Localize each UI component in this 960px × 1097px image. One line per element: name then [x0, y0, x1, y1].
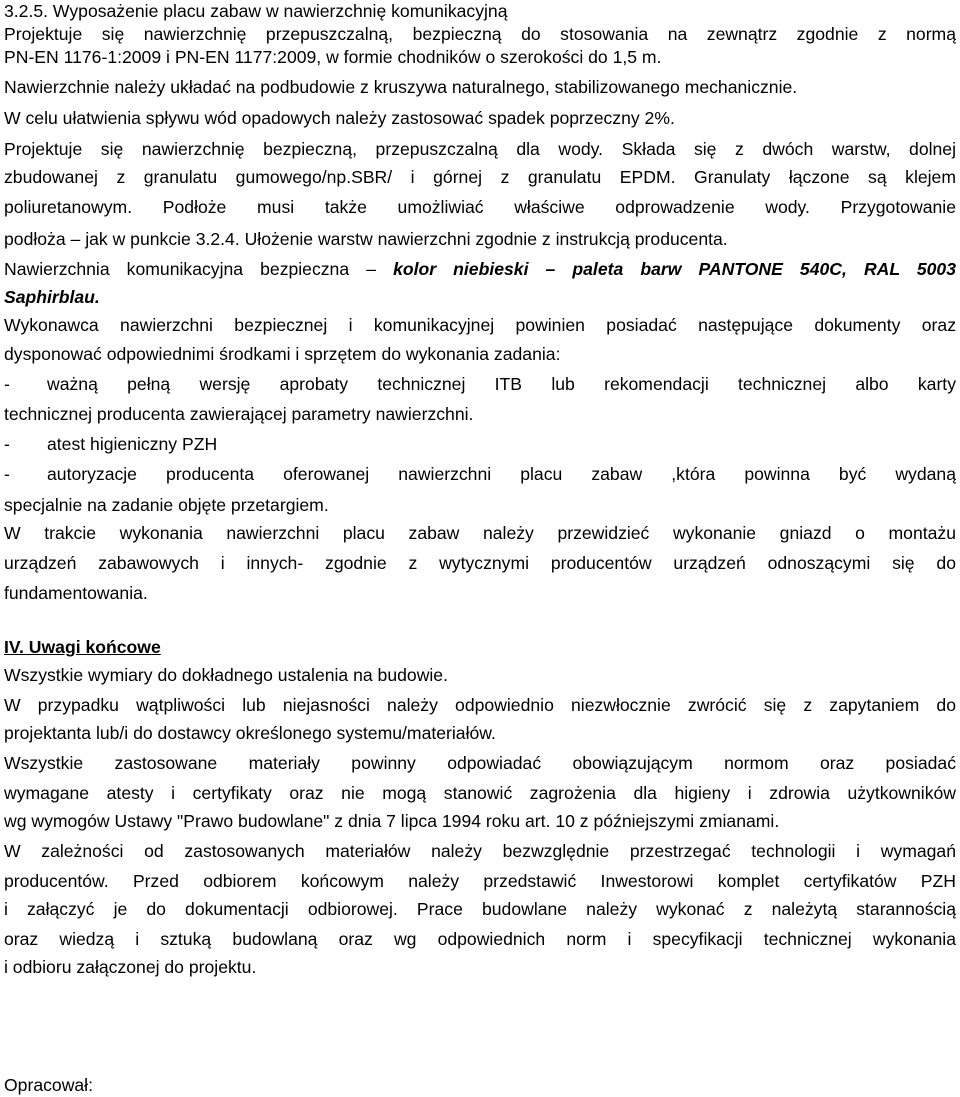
paragraph-line: oraz wiedzą i sztuką budowlaną oraz wg odpowiednich norm i specyfikacji technicznej wykonania [4, 929, 956, 949]
paragraph-line: i załączyć je do dokumentacji odbiorowej. Prace budowlane należy wykonać z należytą starannością [4, 899, 956, 919]
section-heading: 3.2.5. Wyposażenie placu zabaw w nawierzchnię komunikacyjną [4, 1, 508, 21]
paragraph-line: urządzeń zabawowych i innych- zgodnie z wytycznymi producentów urządzeń odnoszącymi się do [4, 553, 956, 573]
paragraph-line: PN-EN 1176-1:2009 i PN-EN 1177:2009, w formie chodników o szerokości do 1,5 m. [4, 47, 662, 67]
paragraph-line: W trakcie wykonania nawierzchni placu zabaw należy przewidzieć wykonanie gniazd o montażu [4, 523, 956, 543]
paragraph-line [4, 258, 956, 280]
paragraph-line: Projektuje się nawierzchnię bezpieczną, przepuszczalną dla wody. Składa się z dwóch warstw, dolnej [4, 139, 956, 159]
paragraph-line: Nawierzchnie należy układać na podbudowie z kruszywa naturalnego, stabilizowanego mechanicznie. [4, 77, 798, 97]
list-bullet: - [4, 374, 10, 394]
section-iv-heading: IV. Uwagi końcowe [4, 637, 161, 657]
paragraph-line: i odbioru załączonej do projektu. [4, 957, 257, 977]
paragraph-line: fundamentowania. [4, 583, 148, 603]
paragraph-line: poliuretanowym. Podłoże musi także umożliwiać właściwe odprowadzenie wody. Przygotowanie [4, 197, 956, 217]
paragraph-line: producentów. Przed odbiorem końcowym należy przedstawić Inwestorowi komplet certyfikatów PZH [4, 871, 956, 891]
list-item-cont: technicznej producenta zawierającej parametry nawierzchni. [4, 404, 474, 424]
paragraph-line: dysponować odpowiednimi środkami i sprzętem do wykonania zadania: [4, 344, 561, 364]
paragraph-line: Wszystkie wymiary do dokładnego ustalenia na budowie. [4, 665, 448, 685]
paragraph-line: podłoża – jak w punkcie 3.2.4. Ułożenie warstw nawierzchni zgodnie z instrukcją producenta. [4, 229, 728, 249]
list-item: ważną pełną wersję aprobaty technicznej ITB lub rekomendacji technicznej albo karty [47, 374, 956, 394]
paragraph-line: Wykonawca nawierzchni bezpiecznej i komunikacyjnej powinien posiadać następujące dokumenty oraz [4, 315, 956, 335]
paragraph-line: W przypadku wątpliwości lub niejasności należy odpowiednio niezwłocznie zwrócić się z zapytaniem do [4, 695, 956, 715]
paragraph-line: W celu ułatwienia spływu wód opadowych należy zastosować spadek poprzeczny 2%. [4, 108, 675, 128]
list-item: autoryzacje producenta oferowanej nawierzchni placu zabaw ,która powinna być wydaną [47, 464, 956, 484]
list-bullet: - [4, 434, 10, 454]
paragraph-line: W zależności od zastosowanych materiałów należy bezwzględnie przestrzegać technologii i wymagań [4, 841, 956, 861]
paragraph-line: zbudowanej z granulatu gumowego/np.SBR/ i górnej z granulatu EPDM. Granulaty łączone są klejem [4, 167, 956, 187]
paragraph-text: Nawierzchnia komunikacyjna bezpieczna – [4, 259, 394, 279]
signature-label: Opracował: [4, 1075, 93, 1095]
color-specification-cont: Saphirblau. [4, 287, 100, 307]
paragraph-line: Wszystkie zastosowane materiały powinny odpowiadać obowiązującym normom oraz posiadać [4, 753, 956, 773]
paragraph-line: wymagane atesty i certyfikaty oraz nie mogą stanowić zagrożenia dla higieny i zdrowia użytkowników [4, 783, 956, 803]
list-item-cont: specjalnie na zadanie objęte przetargiem. [4, 495, 329, 515]
paragraph-line: Projektuje się nawierzchnię przepuszczalną, bezpieczną do stosowania na zewnątrz zgodnie z normą [4, 24, 956, 44]
paragraph-line: wg wymogów Ustawy "Prawo budowlane" z dnia 7 lipca 1994 roku art. 10 z późniejszymi zmianami. [4, 811, 780, 831]
color-specification: kolor niebieski – paleta barw PANTONE 540C, RAL 5003 [393, 259, 957, 279]
list-item: atest higieniczny PZH [47, 434, 218, 454]
list-bullet: - [4, 464, 10, 484]
paragraph-line: projektanta lub/i do dostawcy określonego systemu/materiałów. [4, 723, 496, 743]
